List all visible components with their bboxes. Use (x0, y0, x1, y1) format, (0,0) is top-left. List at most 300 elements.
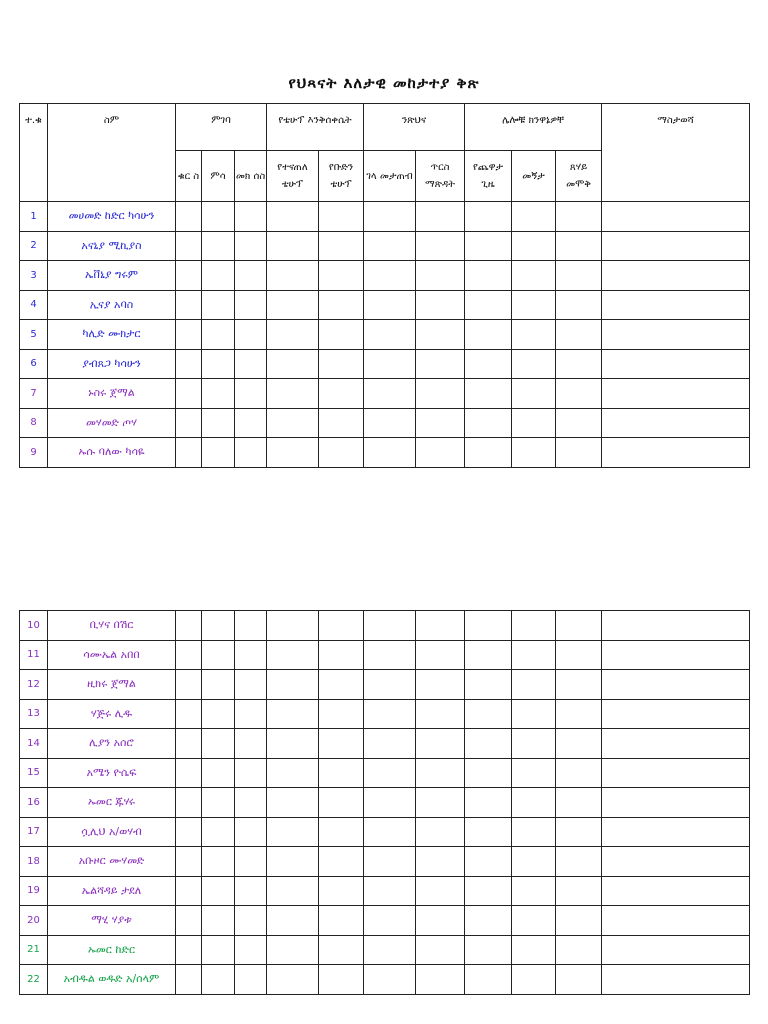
check-cell[interactable] (202, 320, 235, 350)
check-cell[interactable] (235, 699, 267, 729)
check-cell[interactable] (512, 699, 556, 729)
check-cell[interactable] (364, 231, 416, 261)
check-cell[interactable] (176, 349, 202, 379)
check-cell[interactable] (416, 611, 465, 641)
row-number: 7 (20, 379, 48, 409)
check-cell[interactable] (319, 320, 364, 350)
remark-cell[interactable] (602, 729, 750, 759)
table-row (20, 349, 750, 379)
table-row (20, 670, 750, 700)
check-cell[interactable] (556, 876, 602, 906)
check-cell[interactable] (556, 729, 602, 759)
check-cell[interactable] (512, 202, 556, 232)
row-number: 14 (20, 729, 48, 759)
check-cell[interactable] (267, 231, 319, 261)
row-number: 3 (20, 261, 48, 291)
header-other-activities: ሌሎቹ ክንዋኔዎቸ (465, 104, 602, 151)
check-cell[interactable] (416, 876, 465, 906)
check-cell[interactable] (202, 290, 235, 320)
check-cell[interactable] (202, 349, 235, 379)
sub-lunch: ምሳ (202, 151, 235, 202)
check-cell[interactable] (176, 231, 202, 261)
header-remark: ማስታወሻ (602, 104, 750, 202)
sub-breakfast: ቁር ስ (176, 151, 202, 202)
sub-teeth: ጥርስ ማጽዳት (416, 151, 465, 202)
remark-cell[interactable] (602, 320, 750, 350)
check-cell[interactable] (176, 261, 202, 291)
check-cell[interactable] (235, 729, 267, 759)
check-cell[interactable] (319, 847, 364, 877)
check-cell[interactable] (364, 906, 416, 936)
check-cell[interactable] (465, 965, 512, 995)
check-cell[interactable] (416, 758, 465, 788)
check-cell[interactable] (235, 438, 267, 468)
check-cell[interactable] (416, 906, 465, 936)
check-cell[interactable] (235, 202, 267, 232)
tracking-table-page-1 (19, 103, 750, 468)
check-cell[interactable] (465, 349, 512, 379)
check-cell[interactable] (512, 231, 556, 261)
check-cell[interactable] (512, 640, 556, 670)
check-cell[interactable] (465, 231, 512, 261)
check-cell[interactable] (416, 847, 465, 877)
check-cell[interactable] (465, 611, 512, 641)
student-name: ኡሱ ባለው ካሳዬ (48, 438, 176, 468)
check-cell[interactable] (319, 935, 364, 965)
row-number: 13 (20, 699, 48, 729)
check-cell[interactable] (235, 261, 267, 291)
check-cell[interactable] (465, 847, 512, 877)
check-cell[interactable] (267, 935, 319, 965)
check-cell[interactable] (512, 965, 556, 995)
check-cell[interactable] (465, 290, 512, 320)
check-cell[interactable] (319, 729, 364, 759)
check-cell[interactable] (465, 670, 512, 700)
check-cell[interactable] (556, 758, 602, 788)
check-cell[interactable] (364, 876, 416, 906)
check-cell[interactable] (267, 758, 319, 788)
table-row (20, 817, 750, 847)
row-number: 4 (20, 290, 48, 320)
student-name: ኤቨኒያ ግሩም (48, 261, 176, 291)
check-cell[interactable] (465, 320, 512, 350)
check-cell[interactable] (319, 261, 364, 291)
check-cell[interactable] (364, 261, 416, 291)
check-cell[interactable] (512, 758, 556, 788)
check-cell[interactable] (202, 611, 235, 641)
check-cell[interactable] (202, 202, 235, 232)
row-number: 16 (20, 788, 48, 818)
table-body-page-1 (20, 202, 750, 468)
check-cell[interactable] (364, 817, 416, 847)
check-cell[interactable] (364, 788, 416, 818)
row-number: 15 (20, 758, 48, 788)
remark-cell[interactable] (602, 408, 750, 438)
check-cell[interactable] (512, 290, 556, 320)
check-cell[interactable] (267, 847, 319, 877)
check-cell[interactable] (202, 729, 235, 759)
check-cell[interactable] (512, 876, 556, 906)
remark-cell[interactable] (602, 231, 750, 261)
check-cell[interactable] (416, 438, 465, 468)
check-cell[interactable] (416, 202, 465, 232)
student-name: አቡዞር ሙሃመድ (48, 847, 176, 877)
check-cell[interactable] (364, 379, 416, 409)
check-cell[interactable] (235, 640, 267, 670)
student-name: ኡመር ከድር (48, 935, 176, 965)
check-cell[interactable] (556, 788, 602, 818)
check-cell[interactable] (556, 847, 602, 877)
check-cell[interactable] (556, 290, 602, 320)
check-cell[interactable] (267, 290, 319, 320)
check-cell[interactable] (319, 788, 364, 818)
check-cell[interactable] (176, 379, 202, 409)
check-cell[interactable] (465, 408, 512, 438)
remark-cell[interactable] (602, 788, 750, 818)
remark-cell[interactable] (602, 611, 750, 641)
student-name: ኤልሻዳይ ታደለ (48, 876, 176, 906)
sub-snack: መክ ሰስ (235, 151, 267, 202)
sub-play: የጨዋታ ጊዜ (465, 151, 512, 202)
check-cell[interactable] (176, 670, 202, 700)
check-cell[interactable] (465, 906, 512, 936)
check-cell[interactable] (176, 758, 202, 788)
check-cell[interactable] (319, 906, 364, 936)
table-row (20, 729, 750, 759)
check-cell[interactable] (416, 290, 465, 320)
check-cell[interactable] (556, 408, 602, 438)
check-cell[interactable] (556, 231, 602, 261)
table-row (20, 438, 750, 468)
student-name: ኢናያ አባስ (48, 290, 176, 320)
check-cell[interactable] (465, 876, 512, 906)
check-cell[interactable] (512, 379, 556, 409)
check-cell[interactable] (267, 261, 319, 291)
check-cell[interactable] (235, 758, 267, 788)
sub-handwash: ገላ መታጠብ (364, 151, 416, 202)
check-cell[interactable] (176, 817, 202, 847)
check-cell[interactable] (235, 611, 267, 641)
check-cell[interactable] (176, 408, 202, 438)
check-cell[interactable] (202, 670, 235, 700)
check-cell[interactable] (235, 847, 267, 877)
check-cell[interactable] (556, 261, 602, 291)
check-cell[interactable] (416, 349, 465, 379)
header-no: ተ.ቁ (20, 104, 48, 202)
check-cell[interactable] (176, 320, 202, 350)
check-cell[interactable] (364, 965, 416, 995)
check-cell[interactable] (512, 788, 556, 818)
check-cell[interactable] (416, 670, 465, 700)
check-cell[interactable] (416, 935, 465, 965)
check-cell[interactable] (267, 379, 319, 409)
check-cell[interactable] (176, 290, 202, 320)
check-cell[interactable] (364, 640, 416, 670)
check-cell[interactable] (556, 935, 602, 965)
check-cell[interactable] (556, 670, 602, 700)
check-cell[interactable] (202, 876, 235, 906)
row-number: 11 (20, 640, 48, 670)
remark-cell[interactable] (602, 847, 750, 877)
check-cell[interactable] (364, 758, 416, 788)
check-cell[interactable] (416, 261, 465, 291)
check-cell[interactable] (235, 320, 267, 350)
remark-cell[interactable] (602, 817, 750, 847)
check-cell[interactable] (202, 817, 235, 847)
check-cell[interactable] (235, 876, 267, 906)
check-cell[interactable] (416, 965, 465, 995)
remark-cell[interactable] (602, 876, 750, 906)
check-cell[interactable] (556, 349, 602, 379)
check-cell[interactable] (202, 758, 235, 788)
header-name: ስም (48, 104, 176, 202)
check-cell[interactable] (465, 817, 512, 847)
check-cell[interactable] (556, 320, 602, 350)
check-cell[interactable] (556, 965, 602, 995)
check-cell[interactable] (176, 935, 202, 965)
check-cell[interactable] (319, 758, 364, 788)
row-number: 20 (20, 906, 48, 936)
check-cell[interactable] (202, 408, 235, 438)
check-cell[interactable] (556, 202, 602, 232)
check-cell[interactable] (512, 729, 556, 759)
check-cell[interactable] (319, 408, 364, 438)
check-cell[interactable] (202, 788, 235, 818)
check-cell[interactable] (465, 438, 512, 468)
check-cell[interactable] (319, 817, 364, 847)
check-cell[interactable] (235, 379, 267, 409)
check-cell[interactable] (267, 965, 319, 995)
check-cell[interactable] (364, 935, 416, 965)
student-name: ሊያን አሰሮ (48, 729, 176, 759)
check-cell[interactable] (416, 729, 465, 759)
table-row (20, 876, 750, 906)
check-cell[interactable] (416, 788, 465, 818)
check-cell[interactable] (267, 320, 319, 350)
check-cell[interactable] (364, 611, 416, 641)
check-cell[interactable] (235, 906, 267, 936)
check-cell[interactable] (235, 231, 267, 261)
check-cell[interactable] (202, 906, 235, 936)
check-cell[interactable] (512, 817, 556, 847)
check-cell[interactable] (512, 847, 556, 877)
row-number: 19 (20, 876, 48, 906)
check-cell[interactable] (202, 965, 235, 995)
check-cell[interactable] (512, 349, 556, 379)
remark-cell[interactable] (602, 438, 750, 468)
check-cell[interactable] (267, 611, 319, 641)
remark-cell[interactable] (602, 202, 750, 232)
check-cell[interactable] (267, 670, 319, 700)
check-cell[interactable] (267, 438, 319, 468)
check-cell[interactable] (512, 611, 556, 641)
check-cell[interactable] (235, 349, 267, 379)
check-cell[interactable] (556, 640, 602, 670)
check-cell[interactable] (202, 640, 235, 670)
check-cell[interactable] (364, 847, 416, 877)
check-cell[interactable] (319, 379, 364, 409)
check-cell[interactable] (364, 320, 416, 350)
header-food: ምገባ (176, 104, 267, 151)
check-cell[interactable] (416, 379, 465, 409)
check-cell[interactable] (364, 202, 416, 232)
check-cell[interactable] (267, 788, 319, 818)
check-cell[interactable] (364, 670, 416, 700)
check-cell[interactable] (465, 788, 512, 818)
remark-cell[interactable] (602, 290, 750, 320)
student-name: ኡመር ጁሃሩ (48, 788, 176, 818)
check-cell[interactable] (267, 817, 319, 847)
check-cell[interactable] (267, 202, 319, 232)
check-cell[interactable] (319, 670, 364, 700)
sub-group: የቡድን ቴሁፕ (319, 151, 364, 202)
check-cell[interactable] (176, 202, 202, 232)
check-cell[interactable] (319, 231, 364, 261)
remark-cell[interactable] (602, 699, 750, 729)
page-title: የህጻናት እለታዊ መከታተያ ቅጽ (288, 74, 480, 92)
check-cell[interactable] (319, 876, 364, 906)
check-cell[interactable] (202, 379, 235, 409)
check-cell[interactable] (176, 699, 202, 729)
check-cell[interactable] (465, 379, 512, 409)
check-cell[interactable] (319, 965, 364, 995)
check-cell[interactable] (235, 788, 267, 818)
remark-cell[interactable] (602, 261, 750, 291)
remark-cell[interactable] (602, 965, 750, 995)
check-cell[interactable] (416, 231, 465, 261)
check-cell[interactable] (512, 906, 556, 936)
check-cell[interactable] (267, 349, 319, 379)
check-cell[interactable] (176, 847, 202, 877)
check-cell[interactable] (556, 379, 602, 409)
check-cell[interactable] (512, 320, 556, 350)
check-cell[interactable] (465, 758, 512, 788)
student-name: ሳሙኤል አበበ (48, 640, 176, 670)
check-cell[interactable] (416, 640, 465, 670)
remark-cell[interactable] (602, 758, 750, 788)
student-name: ማሂ ሃያቱ (48, 906, 176, 936)
check-cell[interactable] (176, 640, 202, 670)
check-cell[interactable] (235, 965, 267, 995)
remark-cell[interactable] (602, 349, 750, 379)
table-row (20, 906, 750, 936)
header-daily-class: የቴሁፕ እንቅሰቀሴት (267, 104, 364, 151)
check-cell[interactable] (267, 640, 319, 670)
check-cell[interactable] (176, 729, 202, 759)
check-cell[interactable] (465, 729, 512, 759)
row-number: 21 (20, 935, 48, 965)
check-cell[interactable] (319, 349, 364, 379)
check-cell[interactable] (556, 438, 602, 468)
student-name: አሜን ዮሴፍ (48, 758, 176, 788)
table-row (20, 261, 750, 291)
check-cell[interactable] (556, 817, 602, 847)
check-cell[interactable] (364, 438, 416, 468)
check-cell[interactable] (267, 876, 319, 906)
check-cell[interactable] (319, 438, 364, 468)
check-cell[interactable] (556, 906, 602, 936)
check-cell[interactable] (267, 729, 319, 759)
check-cell[interactable] (364, 729, 416, 759)
check-cell[interactable] (416, 408, 465, 438)
check-cell[interactable] (202, 231, 235, 261)
check-cell[interactable] (465, 202, 512, 232)
check-cell[interactable] (267, 408, 319, 438)
check-cell[interactable] (465, 640, 512, 670)
row-number: 10 (20, 611, 48, 641)
check-cell[interactable] (512, 408, 556, 438)
check-cell[interactable] (235, 290, 267, 320)
check-cell[interactable] (465, 935, 512, 965)
check-cell[interactable] (235, 817, 267, 847)
remark-cell[interactable] (602, 670, 750, 700)
remark-cell[interactable] (602, 640, 750, 670)
check-cell[interactable] (364, 349, 416, 379)
remark-cell[interactable] (602, 379, 750, 409)
check-cell[interactable] (512, 438, 556, 468)
check-cell[interactable] (319, 290, 364, 320)
check-cell[interactable] (176, 965, 202, 995)
table-body-page-2 (20, 611, 750, 995)
table-row (20, 847, 750, 877)
check-cell[interactable] (416, 699, 465, 729)
student-name: ሷሊህ አ/ወሃብ (48, 817, 176, 847)
check-cell[interactable] (235, 408, 267, 438)
check-cell[interactable] (416, 817, 465, 847)
check-cell[interactable] (512, 261, 556, 291)
student-name: አብዱል ወዱድ አ/ሰላም (48, 965, 176, 995)
check-cell[interactable] (512, 935, 556, 965)
check-cell[interactable] (319, 202, 364, 232)
check-cell[interactable] (319, 611, 364, 641)
check-cell[interactable] (319, 699, 364, 729)
check-cell[interactable] (267, 699, 319, 729)
table-row (20, 379, 750, 409)
check-cell[interactable] (364, 408, 416, 438)
check-cell[interactable] (176, 611, 202, 641)
check-cell[interactable] (176, 788, 202, 818)
check-cell[interactable] (267, 906, 319, 936)
check-cell[interactable] (556, 699, 602, 729)
check-cell[interactable] (512, 670, 556, 700)
check-cell[interactable] (176, 438, 202, 468)
check-cell[interactable] (364, 699, 416, 729)
check-cell[interactable] (202, 935, 235, 965)
check-cell[interactable] (202, 847, 235, 877)
check-cell[interactable] (556, 611, 602, 641)
table-row (20, 935, 750, 965)
check-cell[interactable] (465, 261, 512, 291)
check-cell[interactable] (416, 320, 465, 350)
remark-cell[interactable] (602, 935, 750, 965)
check-cell[interactable] (364, 290, 416, 320)
check-cell[interactable] (319, 640, 364, 670)
table-row (20, 611, 750, 641)
tracking-table-page-2 (19, 610, 750, 995)
row-number: 6 (20, 349, 48, 379)
check-cell[interactable] (202, 699, 235, 729)
check-cell[interactable] (202, 261, 235, 291)
check-cell[interactable] (176, 906, 202, 936)
remark-cell[interactable] (602, 906, 750, 936)
check-cell[interactable] (465, 699, 512, 729)
table-row (20, 699, 750, 729)
check-cell[interactable] (202, 438, 235, 468)
check-cell[interactable] (235, 670, 267, 700)
check-cell[interactable] (176, 876, 202, 906)
table-row (20, 320, 750, 350)
check-cell[interactable] (235, 935, 267, 965)
